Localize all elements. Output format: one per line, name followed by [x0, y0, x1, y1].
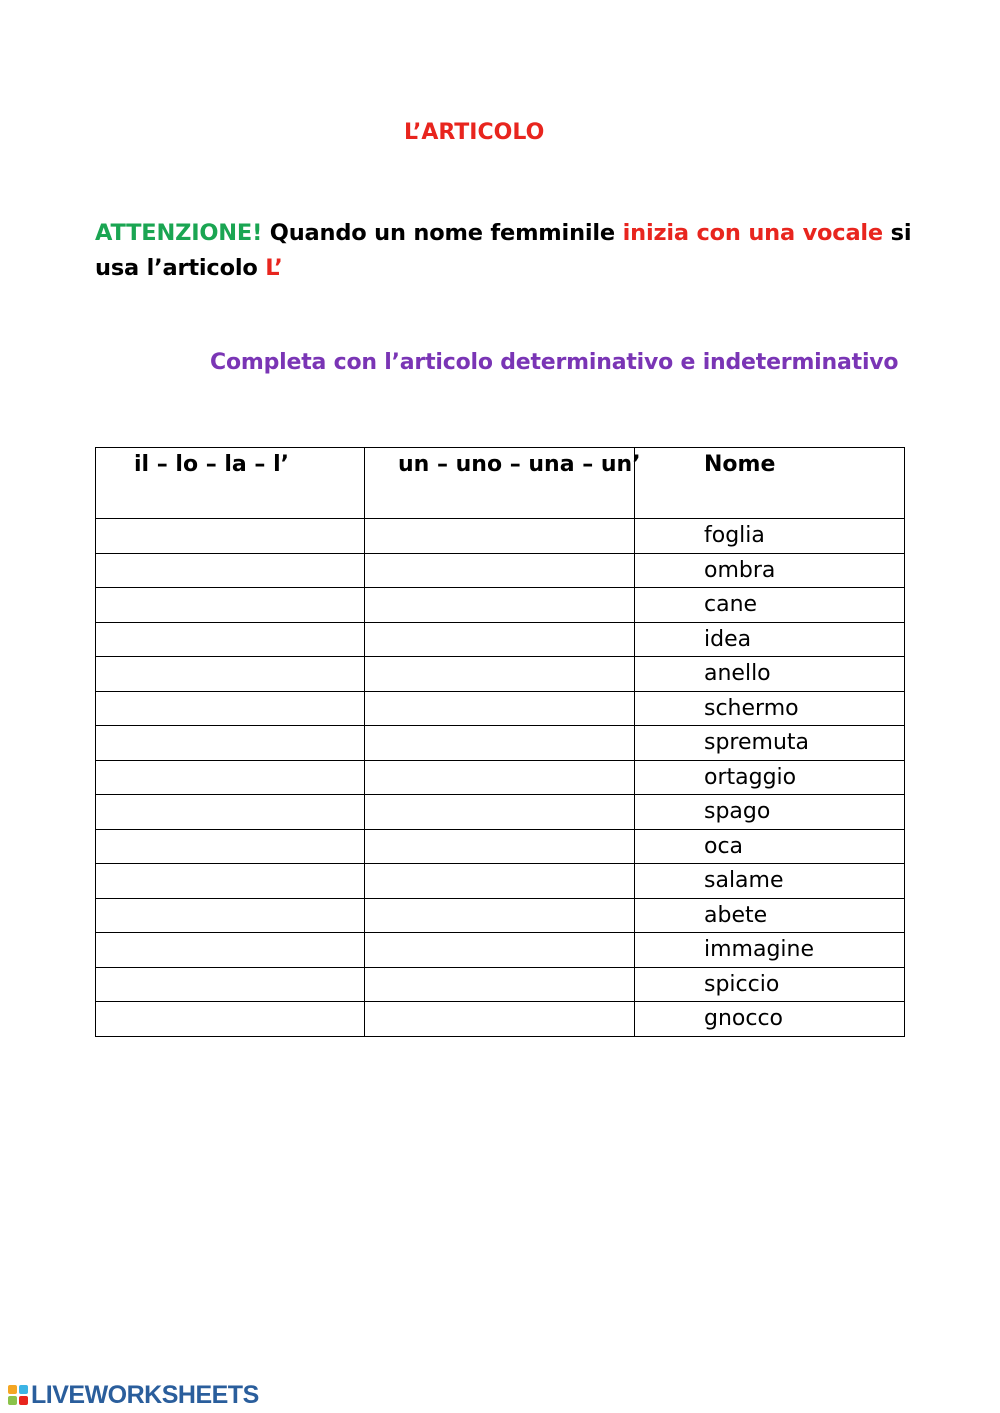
definite-article-blank[interactable]	[96, 553, 365, 588]
table-header-row	[96, 448, 905, 519]
definite-article-blank[interactable]	[96, 898, 365, 933]
noun-cell: gnocco	[635, 1002, 905, 1037]
definite-article-blank[interactable]	[96, 829, 365, 864]
attention-label: ATTENZIONE!	[95, 220, 263, 246]
table-row	[96, 657, 905, 692]
noun-cell: idea	[635, 622, 905, 657]
indefinite-article-blank[interactable]	[365, 726, 635, 761]
table-body	[96, 519, 905, 1037]
table-row	[96, 726, 905, 761]
table-row	[96, 933, 905, 968]
definite-article-blank[interactable]	[96, 657, 365, 692]
noun-cell: foglia	[635, 519, 905, 554]
definite-article-blank[interactable]	[96, 933, 365, 968]
liveworksheets-logo-icon	[8, 1385, 28, 1405]
definite-article-blank[interactable]	[96, 967, 365, 1002]
attention-note	[95, 216, 915, 286]
note-text-1: Quando un nome femminile	[262, 220, 623, 246]
indefinite-article-blank[interactable]	[365, 657, 635, 692]
definite-article-blank[interactable]	[96, 622, 365, 657]
indefinite-article-blank[interactable]	[365, 553, 635, 588]
table-row	[96, 622, 905, 657]
indefinite-article-blank[interactable]	[365, 622, 635, 657]
definite-article-blank[interactable]	[96, 588, 365, 623]
noun-cell: ombra	[635, 553, 905, 588]
noun-cell: ortaggio	[635, 760, 905, 795]
indefinite-article-blank[interactable]	[365, 691, 635, 726]
indefinite-article-blank[interactable]	[365, 519, 635, 554]
noun-cell: cane	[635, 588, 905, 623]
indefinite-article-blank[interactable]	[365, 898, 635, 933]
indefinite-article-blank[interactable]	[365, 760, 635, 795]
definite-article-blank[interactable]	[96, 864, 365, 899]
table-row	[96, 864, 905, 899]
definite-article-blank[interactable]	[96, 691, 365, 726]
noun-cell: spremuta	[635, 726, 905, 761]
noun-cell: spago	[635, 795, 905, 830]
noun-cell: spiccio	[635, 967, 905, 1002]
header-indefinite-articles: un – uno – una – un’	[365, 448, 635, 519]
indefinite-article-blank[interactable]	[365, 933, 635, 968]
indefinite-article-blank[interactable]	[365, 967, 635, 1002]
table-row	[96, 588, 905, 623]
definite-article-blank[interactable]	[96, 1002, 365, 1037]
indefinite-article-blank[interactable]	[365, 795, 635, 830]
page-title: L’ARTICOLO	[404, 120, 545, 145]
note-highlight: inizia con una vocale	[622, 220, 883, 246]
definite-article-blank[interactable]	[96, 726, 365, 761]
logo-text: LIVEWORKSHEETS	[31, 1380, 259, 1409]
note-text-2: si usa l’articolo	[95, 220, 912, 281]
noun-cell: salame	[635, 864, 905, 899]
table-row	[96, 829, 905, 864]
header-definite-articles: il – lo – la – l’	[96, 448, 365, 519]
table-row	[96, 691, 905, 726]
indefinite-article-blank[interactable]	[365, 1002, 635, 1037]
exercise-table	[95, 447, 905, 1037]
noun-cell: anello	[635, 657, 905, 692]
indefinite-article-blank[interactable]	[365, 829, 635, 864]
definite-article-blank[interactable]	[96, 760, 365, 795]
header-nome: Nome	[635, 448, 905, 519]
noun-cell: immagine	[635, 933, 905, 968]
definite-article-blank[interactable]	[96, 795, 365, 830]
note-article: L’	[265, 255, 283, 281]
exercise-instruction: Completa con l’articolo determinativo e indeterminativo	[210, 350, 899, 375]
table-row	[96, 553, 905, 588]
noun-cell: oca	[635, 829, 905, 864]
table-row	[96, 898, 905, 933]
noun-cell: abete	[635, 898, 905, 933]
table-row	[96, 519, 905, 554]
footer-logo	[8, 1379, 259, 1411]
table-row	[96, 967, 905, 1002]
table-row	[96, 760, 905, 795]
indefinite-article-blank[interactable]	[365, 864, 635, 899]
noun-cell: schermo	[635, 691, 905, 726]
definite-article-blank[interactable]	[96, 519, 365, 554]
table-row	[96, 795, 905, 830]
indefinite-article-blank[interactable]	[365, 588, 635, 623]
table-row	[96, 1002, 905, 1037]
